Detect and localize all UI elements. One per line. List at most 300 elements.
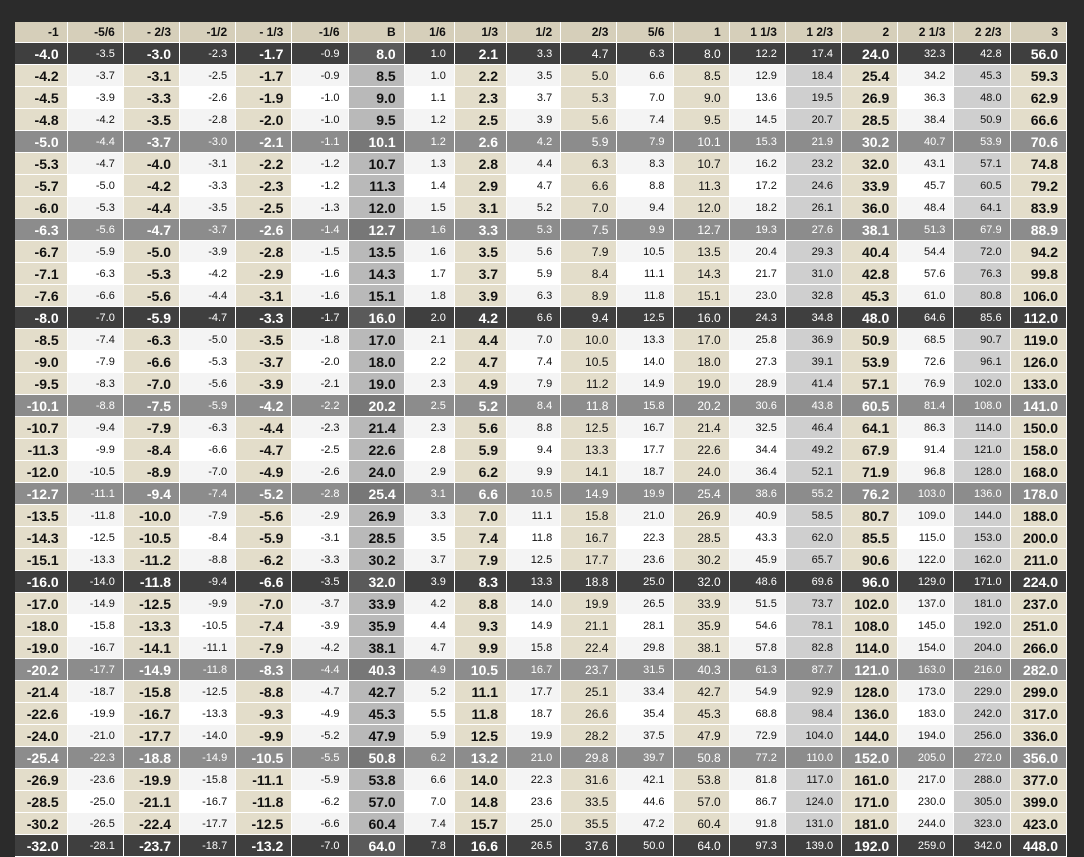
table-row [15, 813, 1067, 835]
table-cell: 3.5 [507, 65, 561, 87]
table-cell: 2.3 [404, 417, 454, 439]
table-cell: -6.6 [123, 351, 179, 373]
table-cell: 1.0 [404, 65, 454, 87]
table-cell: 26.6 [561, 703, 617, 725]
table-cell: -10.7 [15, 417, 67, 439]
table-cell: 16.6 [454, 835, 506, 857]
table-cell: 20.7 [785, 109, 841, 131]
table-cell: 21.9 [785, 131, 841, 153]
table-cell: 102.0 [954, 373, 1010, 395]
table-row [15, 175, 1067, 197]
table-cell: 25.8 [729, 329, 785, 351]
table-cell: 51.5 [729, 593, 785, 615]
table-cell: 38.1 [842, 219, 898, 241]
table-cell: 109.0 [898, 505, 954, 527]
table-cell: -23.7 [123, 835, 179, 857]
table-cell: 5.9 [507, 263, 561, 285]
table-cell: 1.2 [404, 109, 454, 131]
table-header-row [15, 22, 1067, 43]
table-cell: -3.5 [236, 329, 292, 351]
table-cell: -25.0 [67, 791, 123, 813]
table-row [15, 593, 1067, 615]
table-cell: 12.7 [348, 219, 404, 241]
table-cell: -1.0 [292, 87, 348, 109]
table-cell: 448.0 [1010, 835, 1066, 857]
table-cell: -14.0 [180, 725, 236, 747]
table-cell: 237.0 [1010, 593, 1066, 615]
table-cell: 216.0 [954, 659, 1010, 681]
table-cell: -15.8 [67, 615, 123, 637]
table-cell: 8.3 [454, 571, 506, 593]
table-cell: 181.0 [842, 813, 898, 835]
table-cell: 2.3 [404, 373, 454, 395]
table-cell: 38.1 [673, 637, 729, 659]
table-cell: 299.0 [1010, 681, 1066, 703]
table-cell: 17.7 [561, 549, 617, 571]
table-cell: -11.2 [123, 549, 179, 571]
table-cell: 4.4 [507, 153, 561, 175]
table-cell: 80.7 [842, 505, 898, 527]
table-row [15, 549, 1067, 571]
table-cell: -11.3 [15, 439, 67, 461]
table-cell: 6.2 [404, 747, 454, 769]
table-cell: -3.1 [236, 285, 292, 307]
table-cell: 106.0 [1010, 285, 1066, 307]
table-cell: -5.5 [292, 747, 348, 769]
table-cell: -1.5 [292, 241, 348, 263]
column-header: 2/3 [561, 22, 617, 43]
table-cell: -10.5 [180, 615, 236, 637]
table-cell: 14.1 [561, 461, 617, 483]
table-cell: 144.0 [842, 725, 898, 747]
table-cell: -3.1 [123, 65, 179, 87]
table-cell: -10.1 [15, 395, 67, 417]
table-row [15, 637, 1067, 659]
table-cell: -3.7 [292, 593, 348, 615]
table-cell: 251.0 [1010, 615, 1066, 637]
table-cell: 102.0 [842, 593, 898, 615]
table-cell: 188.0 [1010, 505, 1066, 527]
table-cell: -2.2 [292, 395, 348, 417]
table-cell: 85.5 [842, 527, 898, 549]
table-cell: -1.6 [292, 285, 348, 307]
table-cell: 48.0 [842, 307, 898, 329]
table-cell: -14.9 [123, 659, 179, 681]
table-cell: -21.1 [123, 791, 179, 813]
table-cell: 10.0 [561, 329, 617, 351]
table-cell: -3.5 [123, 109, 179, 131]
table-cell: 83.9 [1010, 197, 1066, 219]
table-cell: 183.0 [898, 703, 954, 725]
table-cell: -12.5 [123, 593, 179, 615]
column-header: 5/6 [617, 22, 673, 43]
table-cell: 31.0 [785, 263, 841, 285]
table-cell: 14.9 [507, 615, 561, 637]
table-cell: 5.6 [561, 109, 617, 131]
table-row [15, 461, 1067, 483]
table-cell: 145.0 [898, 615, 954, 637]
table-cell: 49.2 [785, 439, 841, 461]
table-cell: -21.0 [67, 725, 123, 747]
table-cell: 150.0 [1010, 417, 1066, 439]
table-cell: 7.0 [404, 791, 454, 813]
table-cell: -7.4 [180, 483, 236, 505]
table-cell: -8.3 [236, 659, 292, 681]
table-cell: 10.5 [454, 659, 506, 681]
table-cell: 30.6 [729, 395, 785, 417]
table-cell: -6.2 [292, 791, 348, 813]
table-row [15, 571, 1067, 593]
table-cell: 45.7 [898, 175, 954, 197]
table-cell: 3.9 [404, 571, 454, 593]
table-cell: 23.6 [507, 791, 561, 813]
table-cell: 204.0 [954, 637, 1010, 659]
table-cell: 27.6 [785, 219, 841, 241]
column-header: 1/3 [454, 22, 506, 43]
table-cell: -18.7 [180, 835, 236, 857]
table-cell: -2.6 [292, 461, 348, 483]
table-cell: 45.3 [673, 703, 729, 725]
table-cell: 158.0 [1010, 439, 1066, 461]
table-cell: 21.7 [729, 263, 785, 285]
table-cell: 153.0 [954, 527, 1010, 549]
table-cell: 10.1 [348, 131, 404, 153]
table-cell: -13.3 [67, 549, 123, 571]
table-cell: 25.4 [673, 483, 729, 505]
table-cell: 3.3 [454, 219, 506, 241]
column-header: 1 1/3 [729, 22, 785, 43]
table-cell: 30.2 [842, 131, 898, 153]
table-cell: 9.4 [617, 197, 673, 219]
table-cell: -2.1 [236, 131, 292, 153]
table-cell: 48.4 [898, 197, 954, 219]
table-cell: 114.0 [842, 637, 898, 659]
column-header: -1/6 [292, 22, 348, 43]
table-cell: 5.3 [561, 87, 617, 109]
table-cell: -4.7 [123, 219, 179, 241]
table-cell: 139.0 [785, 835, 841, 857]
table-cell: -7.9 [236, 637, 292, 659]
table-cell: 55.2 [785, 483, 841, 505]
table-cell: -3.7 [123, 131, 179, 153]
table-cell: 121.0 [842, 659, 898, 681]
table-cell: 11.1 [507, 505, 561, 527]
table-cell: -2.9 [292, 505, 348, 527]
table-cell: 97.3 [729, 835, 785, 857]
table-cell: 62.0 [785, 527, 841, 549]
table-cell: -6.0 [15, 197, 67, 219]
table-cell: -6.3 [123, 329, 179, 351]
table-cell: 57.1 [954, 153, 1010, 175]
table-cell: 5.0 [561, 65, 617, 87]
table-cell: 17.7 [507, 681, 561, 703]
table-cell: -3.3 [292, 549, 348, 571]
table-row [15, 395, 1067, 417]
table-cell: 10.1 [673, 131, 729, 153]
table-cell: 19.9 [561, 593, 617, 615]
table-cell: -4.9 [292, 703, 348, 725]
table-cell: -9.4 [180, 571, 236, 593]
table-cell: 40.3 [673, 659, 729, 681]
table-cell: 47.2 [617, 813, 673, 835]
table-cell: -4.2 [180, 263, 236, 285]
table-cell: -6.6 [180, 439, 236, 461]
table-cell: 28.5 [348, 527, 404, 549]
table-row [15, 241, 1067, 263]
table-cell: 20.4 [729, 241, 785, 263]
table-cell: 129.0 [898, 571, 954, 593]
table-cell: -5.3 [67, 197, 123, 219]
table-cell: 37.5 [617, 725, 673, 747]
table-cell: 42.8 [842, 263, 898, 285]
table-cell: 15.8 [507, 637, 561, 659]
table-cell: 12.5 [617, 307, 673, 329]
table-cell: 9.0 [673, 87, 729, 109]
table-cell: 45.3 [842, 285, 898, 307]
table-cell: 19.3 [729, 219, 785, 241]
table-cell: 112.0 [1010, 307, 1066, 329]
table-cell: 4.4 [454, 329, 506, 351]
table-cell: 60.5 [842, 395, 898, 417]
table-cell: 64.1 [842, 417, 898, 439]
table-cell: 1.6 [404, 219, 454, 241]
table-cell: -5.3 [123, 263, 179, 285]
table-cell: 11.1 [454, 681, 506, 703]
table-row [15, 87, 1067, 109]
table-cell: 73.7 [785, 593, 841, 615]
table-cell: 2.5 [454, 109, 506, 131]
table-cell: 2.0 [404, 307, 454, 329]
table-cell: 1.2 [404, 131, 454, 153]
table-cell: 12.0 [673, 197, 729, 219]
table-cell: 37.6 [561, 835, 617, 857]
table-cell: 33.9 [842, 175, 898, 197]
table-cell: -16.7 [180, 791, 236, 813]
table-cell: 90.6 [842, 549, 898, 571]
table-cell: 30.2 [348, 549, 404, 571]
table-cell: 60.4 [348, 813, 404, 835]
table-cell: 64.6 [898, 307, 954, 329]
table-cell: -2.3 [292, 417, 348, 439]
table-cell: 13.3 [617, 329, 673, 351]
table-row [15, 725, 1067, 747]
table-cell: 34.2 [898, 65, 954, 87]
table-cell: -6.6 [236, 571, 292, 593]
table-cell: -6.6 [292, 813, 348, 835]
table-cell: -1.0 [292, 109, 348, 131]
table-cell: -7.6 [15, 285, 67, 307]
table-cell: 163.0 [898, 659, 954, 681]
table-cell: -4.2 [15, 65, 67, 87]
table-cell: -2.1 [292, 373, 348, 395]
table-cell: 5.6 [454, 417, 506, 439]
table-cell: 81.4 [898, 395, 954, 417]
table-cell: -2.3 [236, 175, 292, 197]
table-cell: 7.0 [617, 87, 673, 109]
table-cell: -13.3 [123, 615, 179, 637]
table-row [15, 417, 1067, 439]
table-row [15, 835, 1067, 857]
table-row [15, 483, 1067, 505]
table-cell: 46.4 [785, 417, 841, 439]
table-cell: 2.8 [454, 153, 506, 175]
table-row [15, 43, 1067, 65]
table-cell: 64.1 [954, 197, 1010, 219]
table-cell: -8.5 [15, 329, 67, 351]
table-cell: -8.4 [180, 527, 236, 549]
table-cell: 128.0 [842, 681, 898, 703]
table-cell: 42.7 [673, 681, 729, 703]
table-cell: 9.0 [348, 87, 404, 109]
table-cell: 2.8 [404, 439, 454, 461]
column-header: 2 2/3 [954, 22, 1010, 43]
table-cell: 24.0 [842, 43, 898, 65]
table-cell: 1.3 [404, 153, 454, 175]
column-header: 1/6 [404, 22, 454, 43]
table-cell: 162.0 [954, 549, 1010, 571]
table-cell: 16.7 [561, 527, 617, 549]
table-cell: -2.5 [292, 439, 348, 461]
table-cell: 68.8 [729, 703, 785, 725]
table-cell: 108.0 [842, 615, 898, 637]
table-cell: -5.7 [15, 175, 67, 197]
column-header: 1/2 [507, 22, 561, 43]
table-cell: 32.0 [673, 571, 729, 593]
table-cell: 11.1 [617, 263, 673, 285]
table-cell: 31.6 [561, 769, 617, 791]
table-cell: 192.0 [842, 835, 898, 857]
table-cell: -2.5 [180, 65, 236, 87]
table-cell: 7.9 [561, 241, 617, 263]
table-cell: 96.1 [954, 351, 1010, 373]
table-cell: -3.7 [180, 219, 236, 241]
table-cell: -12.5 [67, 527, 123, 549]
table-cell: 178.0 [1010, 483, 1066, 505]
table-cell: 3.1 [404, 483, 454, 505]
table-cell: 9.4 [561, 307, 617, 329]
table-cell: 152.0 [842, 747, 898, 769]
table-cell: -1.7 [236, 43, 292, 65]
table-cell: 7.8 [404, 835, 454, 857]
table-cell: 154.0 [898, 637, 954, 659]
table-row [15, 329, 1067, 351]
table-cell: -6.3 [67, 263, 123, 285]
table-cell: 11.3 [673, 175, 729, 197]
table-cell: 244.0 [898, 813, 954, 835]
table-cell: 4.7 [454, 351, 506, 373]
table-cell: 68.5 [898, 329, 954, 351]
table-cell: 85.6 [954, 307, 1010, 329]
table-cell: 15.1 [348, 285, 404, 307]
table-cell: -32.0 [15, 835, 67, 857]
table-cell: -9.5 [15, 373, 67, 395]
column-header: -1/2 [180, 22, 236, 43]
table-cell: 12.9 [729, 65, 785, 87]
table-cell: 57.1 [842, 373, 898, 395]
table-cell: 7.4 [454, 527, 506, 549]
table-cell: -2.2 [236, 153, 292, 175]
table-cell: 23.2 [785, 153, 841, 175]
table-cell: -3.0 [123, 43, 179, 65]
table-cell: 99.8 [1010, 263, 1066, 285]
table-cell: -3.3 [180, 175, 236, 197]
table-cell: -12.0 [15, 461, 67, 483]
table-cell: 16.0 [348, 307, 404, 329]
table-cell: -2.3 [180, 43, 236, 65]
table-cell: 256.0 [954, 725, 1010, 747]
table-cell: 13.3 [507, 571, 561, 593]
table-cell: 136.0 [842, 703, 898, 725]
table-cell: -3.9 [180, 241, 236, 263]
table-cell: 4.7 [561, 43, 617, 65]
table-cell: 12.5 [561, 417, 617, 439]
table-cell: 7.4 [617, 109, 673, 131]
table-cell: 71.9 [842, 461, 898, 483]
table-cell: 45.3 [954, 65, 1010, 87]
table-cell: 67.9 [842, 439, 898, 461]
table-cell: 77.2 [729, 747, 785, 769]
table-cell: 8.5 [348, 65, 404, 87]
table-cell: 35.9 [348, 615, 404, 637]
table-cell: -1.7 [292, 307, 348, 329]
table-cell: -2.8 [236, 241, 292, 263]
table-cell: 423.0 [1010, 813, 1066, 835]
table-cell: 1.1 [404, 87, 454, 109]
table-cell: 61.0 [898, 285, 954, 307]
table-cell: 45.9 [729, 549, 785, 571]
table-cell: 38.4 [898, 109, 954, 131]
table-cell: 81.8 [729, 769, 785, 791]
table-cell: 266.0 [1010, 637, 1066, 659]
table-cell: 42.7 [348, 681, 404, 703]
table-cell: 64.0 [673, 835, 729, 857]
table-cell: -3.5 [67, 43, 123, 65]
table-cell: 1.6 [404, 241, 454, 263]
table-cell: -14.3 [15, 527, 67, 549]
table-cell: 33.9 [673, 593, 729, 615]
table-cell: -3.3 [123, 87, 179, 109]
table-cell: 28.2 [561, 725, 617, 747]
table-cell: -3.7 [236, 351, 292, 373]
table-cell: -4.0 [123, 153, 179, 175]
table-cell: -5.2 [292, 725, 348, 747]
table-cell: 4.7 [404, 637, 454, 659]
table-cell: 82.8 [785, 637, 841, 659]
table-cell: 22.4 [561, 637, 617, 659]
table-cell: -4.2 [67, 109, 123, 131]
table-cell: 2.2 [454, 65, 506, 87]
table-cell: 10.5 [507, 483, 561, 505]
column-header: 2 [842, 22, 898, 43]
table-cell: 23.0 [729, 285, 785, 307]
table-cell: 5.6 [507, 241, 561, 263]
table-cell: 66.6 [1010, 109, 1066, 131]
table-cell: 5.5 [404, 703, 454, 725]
table-cell: 53.8 [673, 769, 729, 791]
table-cell: 28.1 [617, 615, 673, 637]
table-cell: -3.1 [180, 153, 236, 175]
table-cell: 35.9 [673, 615, 729, 637]
table-cell: 2.5 [404, 395, 454, 417]
table-cell: 50.8 [348, 747, 404, 769]
table-cell: -23.6 [67, 769, 123, 791]
table-cell: 14.8 [454, 791, 506, 813]
table-cell: -3.5 [292, 571, 348, 593]
table-cell: 86.7 [729, 791, 785, 813]
table-cell: 33.9 [348, 593, 404, 615]
table-cell: 76.2 [842, 483, 898, 505]
table-cell: -11.1 [67, 483, 123, 505]
